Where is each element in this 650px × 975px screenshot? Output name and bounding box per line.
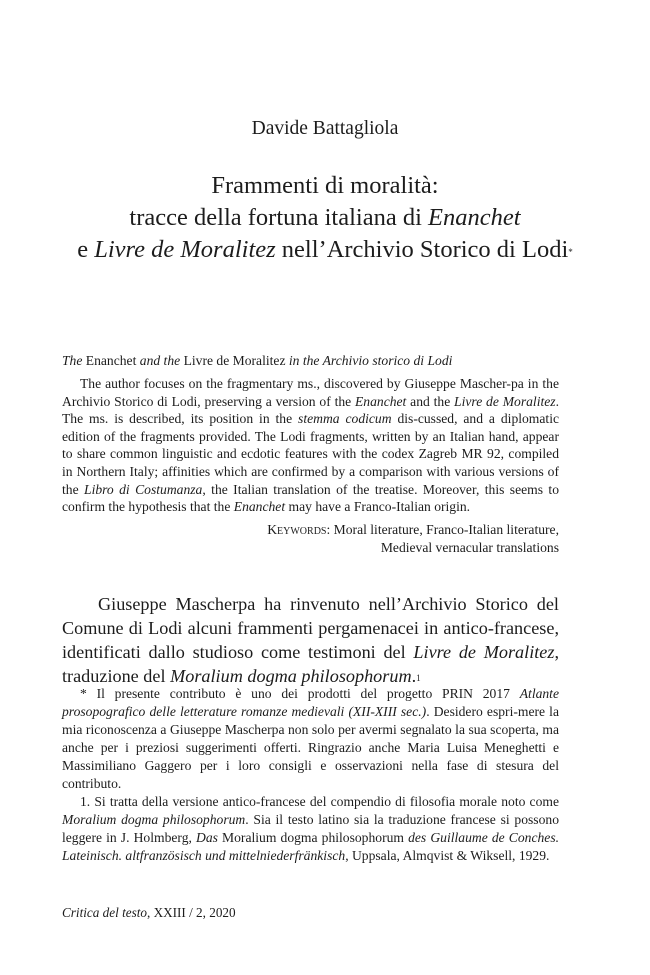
keywords-line-2: Medieval vernacular translations bbox=[380, 539, 559, 555]
running-footer: Critica del testo, XXIII / 2, 2020 bbox=[62, 905, 236, 920]
abstract-paragraph: The author focuses on the fragmentary ms., discovered by Giuseppe Mascher-pa in the Archivio Storico di Lodi, preserving a version of the Enanchet and the Livre de Moralitez. The ms. is described, its position in the stemma codicum dis-cussed, and a diplomatic edition of the fragments provided. The Lodi fragments, written by an Italian hand, appear to share common linguistic and ecdotic features with the codex Zagreb MR 92, compiled in Northern Italy; affinities which are confirmed by a comparison with various versions of the Libro di Costumanza, the Italian translation of the treatise. Moreover, this seems to confirm the hypothesis that the Enanchet may have a Franco-Italian origin. bbox=[62, 376, 560, 515]
footnote-1: 1. Si tratta della versione antico-francese del compendio di filosofia morale noto come Moralium dogma philosophorum. Sia il testo latino sia la traduzione francese si possono leggere in J. Holmberg, Das Moralium dogma philosophorum des Guillaume de Conches. Lateinisch. altfranzösisch und mittelniederfränkisch, Uppsala, Almqvist & Wiksell, 1929. bbox=[62, 794, 560, 863]
author-name: Davide Battagliola bbox=[251, 118, 399, 139]
footnote-ref-1: 1 bbox=[416, 673, 421, 683]
title-line-1: Frammenti di moralità: bbox=[211, 172, 439, 199]
title-line-3: e Livre de Moralitez nell’Archivio Storico di Lodi* bbox=[77, 236, 573, 263]
body-paragraph: Giuseppe Mascherpa ha rinvenuto nell’Archivio Storico del Comune di Lodi alcuni frammenti pergamenacei in antico-francese, identificati dallo studioso come testimoni del Livre de Moralitez, traduzione del Moralium dogma philosophorum.$^1$ bbox=[62, 594, 559, 686]
title-footnote-marker: * bbox=[568, 247, 573, 257]
article-title bbox=[0, 170, 650, 266]
footnotes bbox=[62, 685, 559, 865]
keywords bbox=[229, 521, 559, 556]
keywords-line-1: Keywords: Moral literature, Franco-Italian literature, bbox=[267, 522, 559, 537]
footnote-star: * Il presente contributo è uno dei prodotti del progetto PRIN 2017 Atlante prosopografico delle letterature romanze medievali (XII-XIII sec.). Desidero espri-mere la mia riconoscenza a Giuseppe Mascherpa non solo per avermi segnalato la sua scoperta, ma anche per i preziosi suggerimenti offerti. Ringrazio anche Maria Luisa Meneghetti e Massimiliano Gaggero per i loro consigli e osservazioni nella fase di stesura del contributo. bbox=[62, 686, 559, 791]
title-line-2: tracce della fortuna italiana di Enanchet bbox=[129, 204, 521, 231]
english-abstract-title: The Enanchet and the Livre de Moralitez in the Archivio storico di Lodi bbox=[62, 353, 453, 368]
